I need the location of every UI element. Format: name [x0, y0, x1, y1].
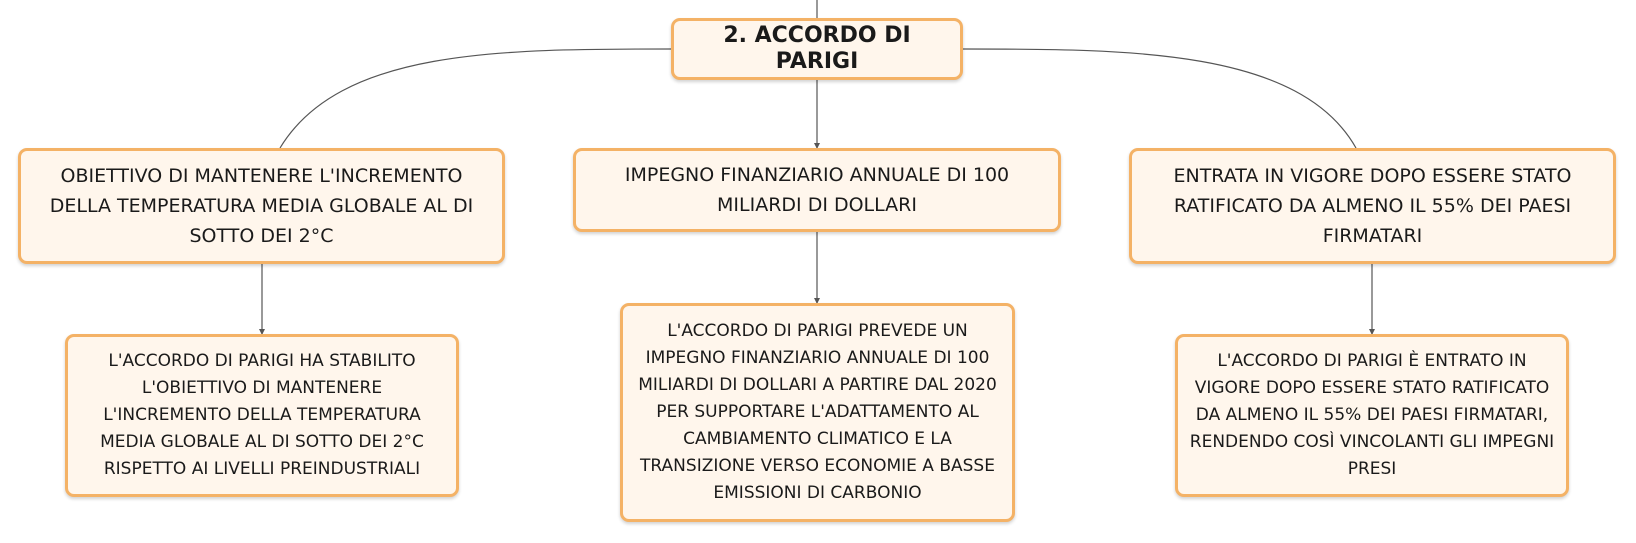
root-node[interactable] — [671, 18, 963, 80]
branch-node-1[interactable] — [18, 148, 505, 264]
connector-root-to-branch-3 — [963, 49, 1356, 148]
branch-node-3[interactable] — [1129, 148, 1616, 264]
root-node-label: 2. ACCORDO DI PARIGI — [723, 23, 911, 74]
detail-node-3-text: L'ACCORDO DI PARIGI È ENTRATO IN VIGORE DOPO ESSERE STATO RATIFICATO DA ALMENO IL 55% DEI PAESI FIRMATARI, RENDENDO COSÌ VINCOLANTI GLI IMPEGNI PRESI — [1189, 351, 1555, 479]
detail-node-3[interactable] — [1175, 334, 1569, 497]
detail-node-1[interactable] — [65, 334, 459, 497]
branch-node-3-label: ENTRATA IN VIGORE DOPO ESSERE STATO RATIFICATO DA ALMENO IL 55% DEI PAESI FIRMATARI — [1173, 165, 1572, 247]
connector-root-to-branch-1 — [280, 49, 671, 148]
detail-node-2-text: L'ACCORDO DI PARIGI PREVEDE UN IMPEGNO FINANZIARIO ANNUALE DI 100 MILIARDI DI DOLLARI A PARTIRE DAL 2020 PER SUPPORTARE L'ADATTAMENTO AL CAMBIAMENTO CLIMATICO E LA TRANSIZIONE VERSO ECONOMIE A BASSE EMISSIONI DI CARBONIO — [638, 321, 997, 503]
branch-node-1-label: OBIETTIVO DI MANTENERE L'INCREMENTO DELLA TEMPERATURA MEDIA GLOBALE AL DI SOTTO DEI 2°C — [49, 165, 474, 247]
detail-node-1-text: L'ACCORDO DI PARIGI HA STABILITO L'OBIETTIVO DI MANTENERE L'INCREMENTO DELLA TEMPERATURA MEDIA GLOBALE AL DI SOTTO DEI 2°C RISPETTO AI LIVELLI PREINDUSTRIALI — [100, 351, 424, 479]
detail-node-2[interactable] — [620, 303, 1015, 522]
branch-node-2-label: IMPEGNO FINANZIARIO ANNUALE DI 100 MILIARDI DI DOLLARI — [624, 164, 1010, 216]
branch-node-2[interactable] — [573, 148, 1061, 232]
